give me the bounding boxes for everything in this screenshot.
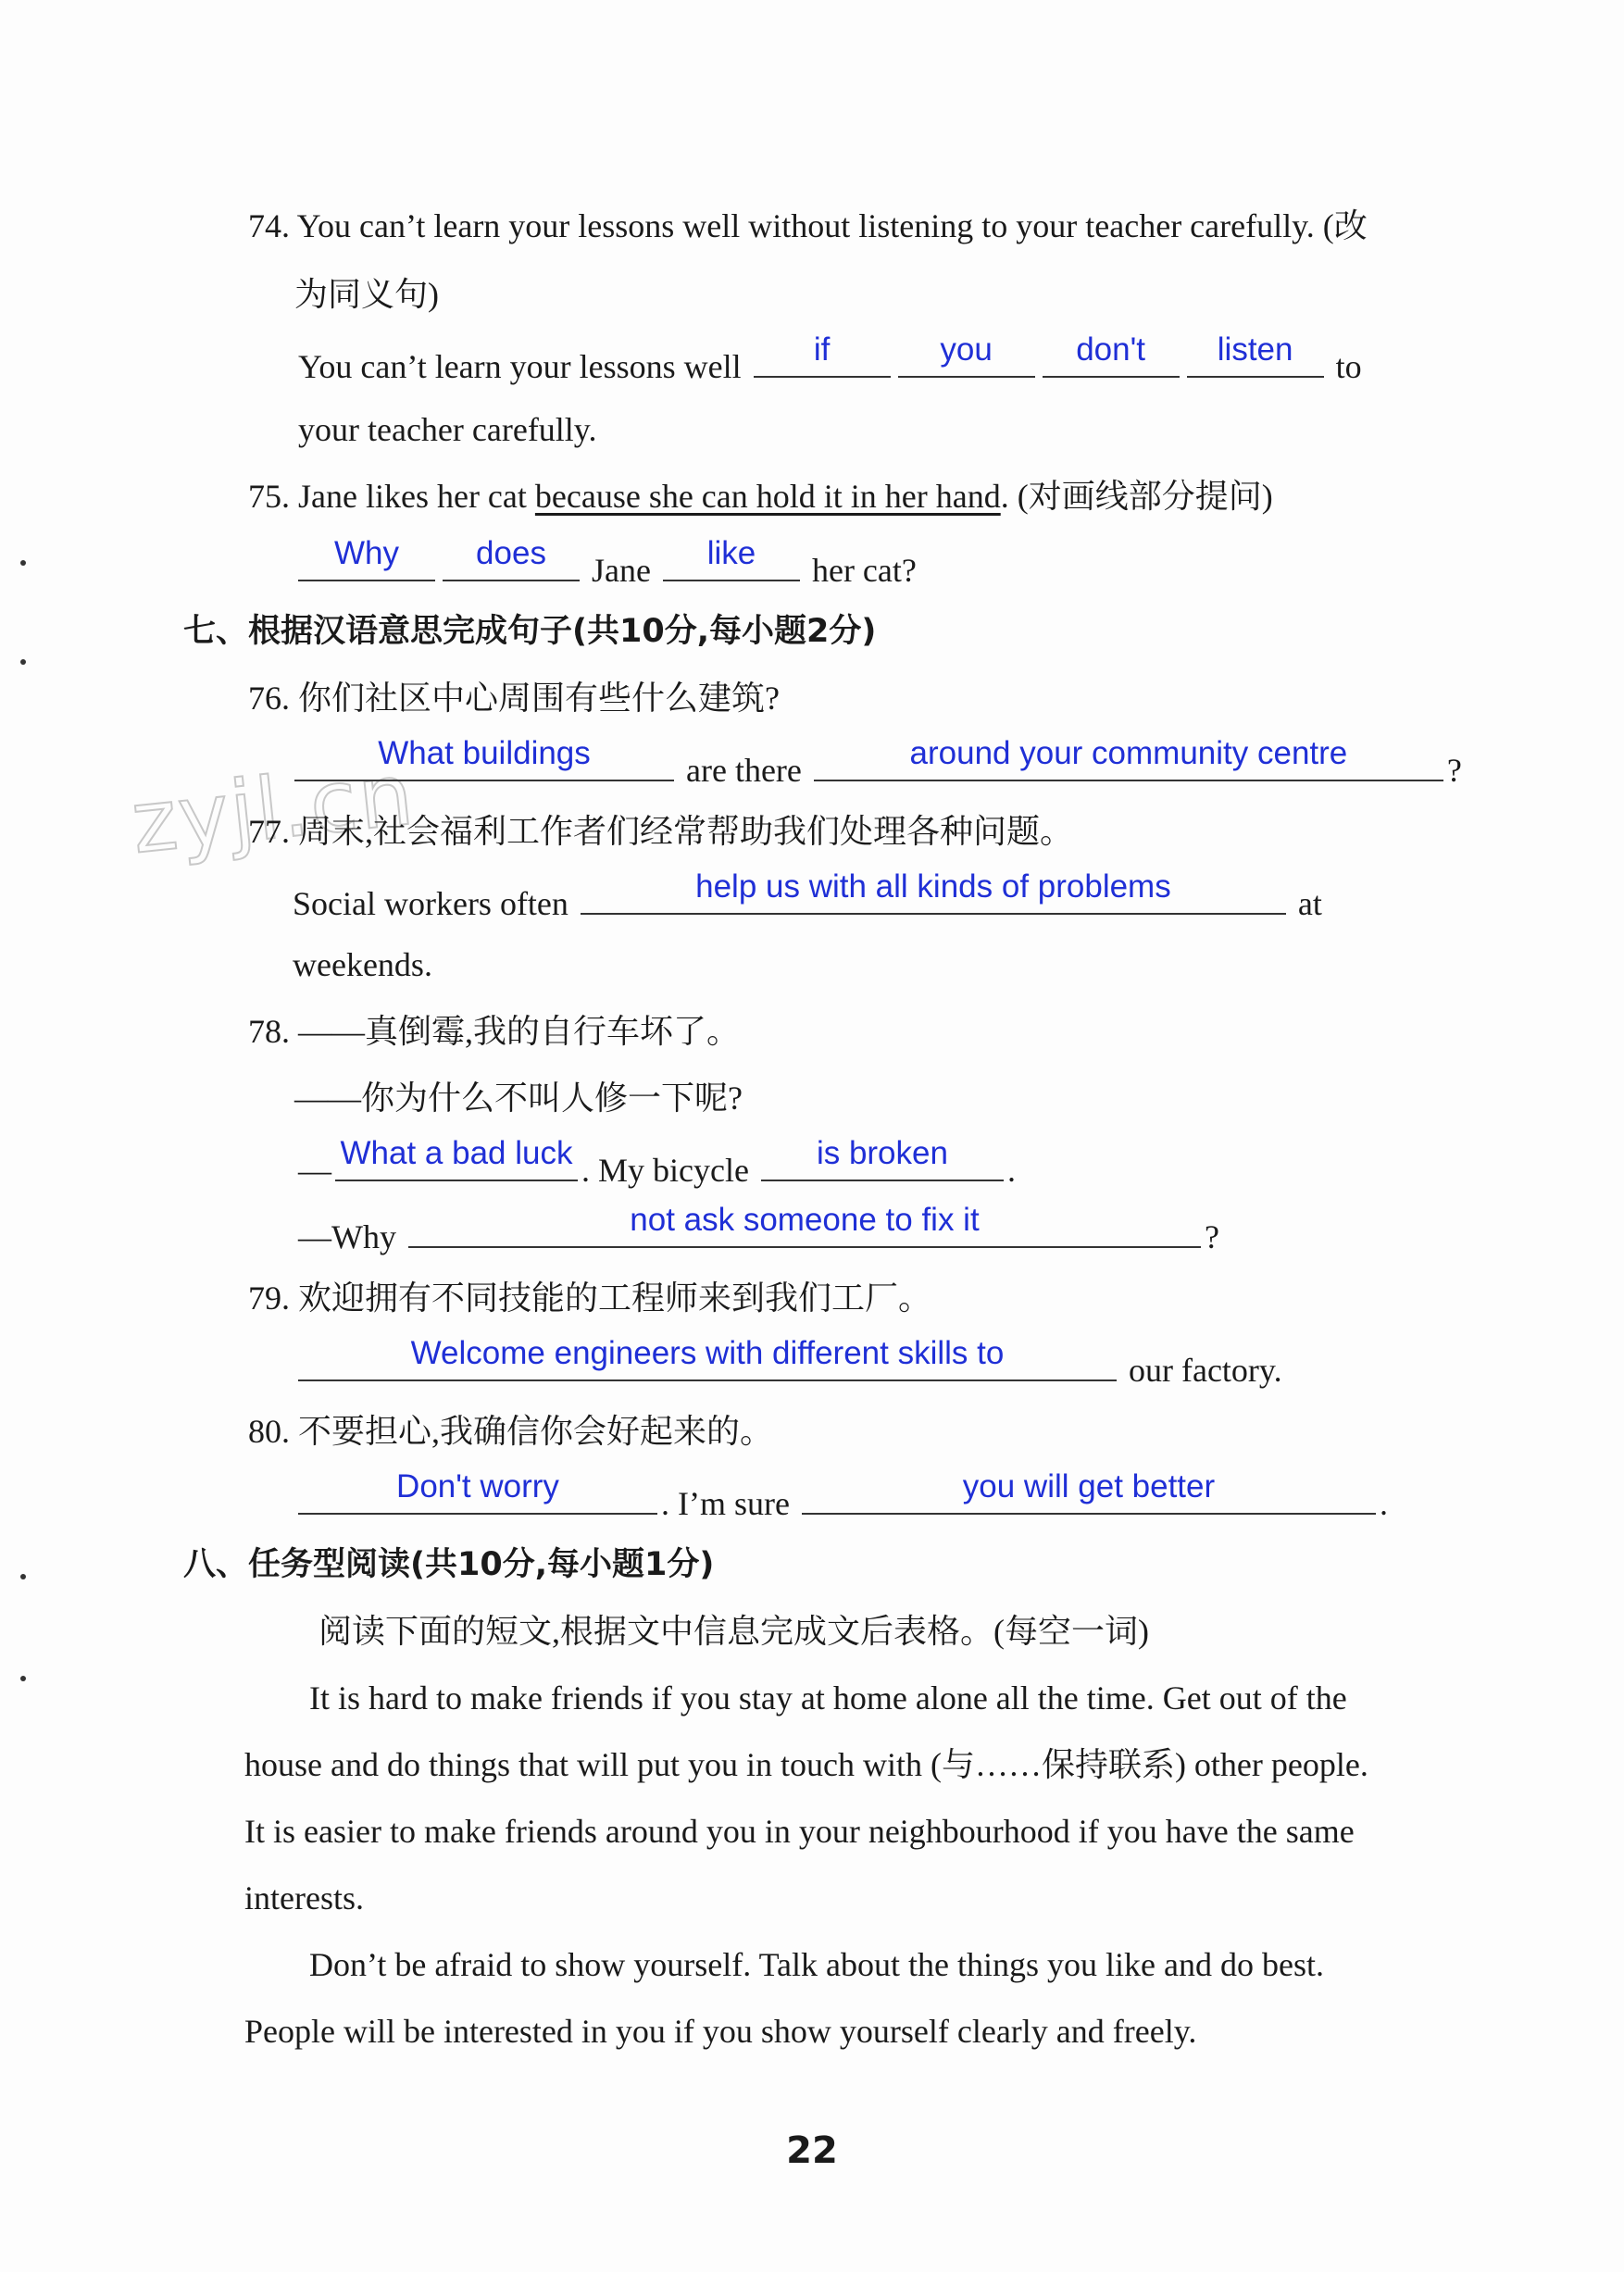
q76-answer-2: around your community centre [909,735,1348,771]
q78-line4 [298,1202,1219,1259]
passage-p1-line2: house and do things that will put you in touch with (与……保持联系) other people. [244,1746,1368,1783]
q79-chinese: 79. 欢迎拥有不同技能的工程师来到我们工厂。 [248,1280,932,1317]
passage-p1-line4: interests. [244,1879,364,1916]
q80-blank-1[interactable] [298,1468,657,1515]
q80-answer-1: Don't worry [396,1468,559,1504]
q79-suffix: our factory. [1129,1352,1282,1389]
q78-chinese-1: 78. ——真倒霉,我的自行车坏了。 [248,1013,741,1050]
q75-underlined-part: because she can hold it in her hand [534,478,1001,515]
q77-line2 [293,868,1322,926]
q79-answer: Welcome engineers with different skills to [410,1335,1005,1371]
section-8-instruction: 阅读下面的短文,根据文中信息完成文后表格。(每空一词) [319,1613,1149,1650]
q75-prefix: 75. Jane likes her cat [248,478,535,515]
q78-blank-3[interactable] [408,1202,1201,1248]
q80-end: . [1379,1485,1388,1522]
q76-blank-1[interactable] [294,735,674,781]
passage-p2-line2: People will be interested in you if you show yourself clearly and freely. [244,2013,1197,2050]
q76-blank-2[interactable] [814,735,1443,781]
q74-blank-1[interactable] [754,331,891,378]
q75-end: her cat? [811,552,917,589]
q75-mid: Jane [592,552,651,589]
passage-p2-line1: Don’t be afraid to show yourself. Talk about the things you like and do best. [309,1946,1324,1983]
q74-blank-4[interactable] [1187,331,1324,378]
margin-dot [20,560,26,566]
q79-line2 [294,1335,1282,1392]
q74-answer-4: listen [1217,331,1293,368]
q74-blank-3[interactable] [1043,331,1180,378]
q78-answer-3: not ask someone to fix it [630,1202,980,1238]
q78-answer-2: is broken [816,1135,948,1171]
q75-suffix: . (对画线部分提问) [1000,478,1273,515]
q74-prefix: You can’t learn your lessons well [298,348,742,385]
q78-why: —Why [298,1218,396,1255]
margin-dot [20,659,26,665]
q75-blank-3[interactable] [663,535,800,581]
q74-line2: 为同义句) [294,276,439,313]
section-8-title: 八、任务型阅读(共10分,每小题1分) [183,1546,715,1583]
q74-line1: 74. You can’t learn your lessons well without listening to your teacher carefully. (改 [248,207,1368,244]
q80-blank-2[interactable] [802,1468,1376,1515]
q76-mid: are there [686,752,802,789]
passage-p1-line3: It is easier to make friends around you in your neighbourhood if you have the same [244,1813,1355,1850]
margin-dot [20,1574,26,1579]
q74-answer-1: if [813,331,831,368]
q75-blank-2[interactable] [443,535,580,581]
q77-answer: help us with all kinds of problems [695,868,1171,905]
page-number: 22 [786,2129,838,2172]
q77-line3: weekends. [293,946,432,983]
q74-line3 [298,331,1362,389]
q78-answer-1: What a bad luck [340,1135,573,1171]
q77-chinese: 77. 周末,社会福利工作者们经常帮助我们处理各种问题。 [248,813,1074,850]
q80-line2 [294,1468,1388,1526]
q74-suffix: to [1335,348,1362,385]
q75-answer-2: does [476,535,546,571]
passage-p1-line1: It is hard to make friends if you stay at home alone all the time. Get out of the [309,1679,1347,1716]
q78-chinese-2: ——你为什么不叫人修一下呢? [294,1080,743,1117]
section-7-title: 七、根据汉语意思完成句子(共10分,每小题2分) [183,613,877,650]
q75-answer-3: like [706,535,756,571]
q80-chinese: 80. 不要担心,我确信你会好起来的。 [248,1413,774,1450]
q80-answer-2: you will get better [962,1468,1216,1504]
q75-answer-1: Why [334,535,399,571]
q78-end2: ? [1204,1218,1219,1255]
q77-prefix: Social workers often [293,885,568,922]
q78-end1: . [1006,1152,1016,1189]
q75-line1 [248,474,1273,518]
q74-answer-3: don't [1076,331,1146,368]
q74-line4: your teacher carefully. [298,411,597,448]
q74-answer-2: you [940,331,993,368]
q76-answer-1: What buildings [378,735,591,771]
q76-end: ? [1446,752,1462,789]
q75-blank-1[interactable] [298,535,435,581]
q78-line3 [298,1135,1016,1192]
q77-suffix: at [1297,885,1322,922]
q76-line2 [291,735,1462,793]
q78-dash: — [298,1152,331,1189]
q74-blank-2[interactable] [898,331,1035,378]
q78-mid: . My bicycle [581,1152,749,1189]
q76-chinese: 76. 你们社区中心周围有些什么建筑? [248,680,780,717]
watermark: zyjl.cn [127,744,419,873]
margin-dot [20,1676,26,1681]
q78-blank-1[interactable] [335,1135,578,1181]
q77-blank[interactable] [581,868,1286,915]
q80-mid: . I’m sure [661,1485,790,1522]
q75-line2 [294,535,917,593]
q78-blank-2[interactable] [761,1135,1004,1181]
q79-blank[interactable] [298,1335,1117,1381]
